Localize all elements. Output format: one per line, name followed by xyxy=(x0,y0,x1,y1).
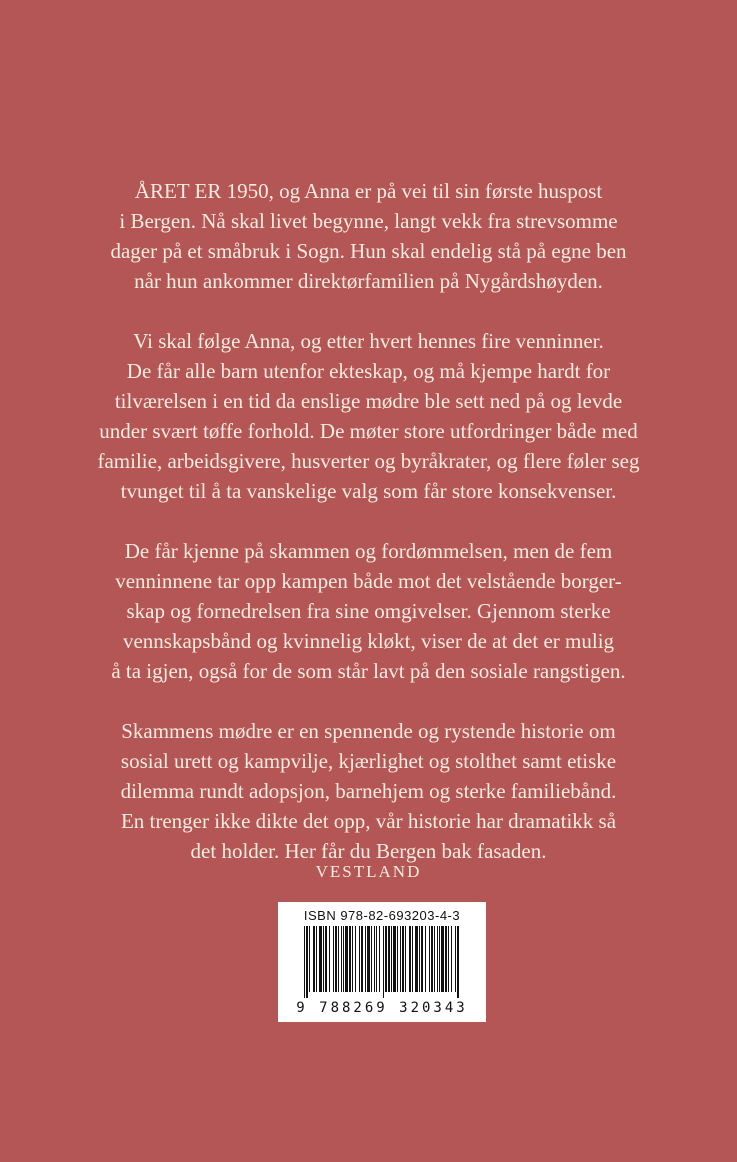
blurb-line: familie, arbeidsgivere, husverter og byråkrater, og flere føler seg xyxy=(97,449,640,473)
barcode-bar xyxy=(425,926,426,992)
barcode-bar xyxy=(343,926,344,992)
blurb-line: i Bergen. Nå skal livet begynne, langt vekk fra strevsomme xyxy=(119,209,618,233)
barcode-bar xyxy=(457,926,459,998)
isbn-barcode xyxy=(278,902,486,1022)
publisher-name: VESTLAND xyxy=(315,862,422,881)
blurb-line: dilemma rundt adopsjon, barnehjem og sterke familiebånd. xyxy=(120,779,617,803)
barcode-bar xyxy=(333,926,334,992)
barcode-bar xyxy=(409,926,411,992)
barcode-bar xyxy=(367,926,370,992)
barcode-bar xyxy=(445,926,447,992)
barcode-bar xyxy=(421,926,423,992)
barcode-bar xyxy=(359,926,360,992)
barcode-bar xyxy=(415,926,418,992)
barcode-bar xyxy=(431,926,433,992)
barcode-bar xyxy=(319,926,322,992)
barcode-bar xyxy=(448,926,449,992)
barcode-bar xyxy=(335,926,337,992)
barcode-bar xyxy=(338,926,339,992)
blurb-paragraph-4 xyxy=(40,716,697,866)
barcode-bar xyxy=(371,926,372,992)
barcode-bar xyxy=(419,926,420,992)
blurb-line: Skammens mødre er en spennende og rystende historie om xyxy=(121,719,616,743)
barcode-bar xyxy=(361,926,363,992)
barcode-bar xyxy=(402,926,404,992)
blurb-line: tvunget til å ta vanskelige valg som får store konsekvenser. xyxy=(120,479,617,503)
blurb-line: å ta igjen, også for de som står lavt på den sosiale rangstigen. xyxy=(111,659,626,683)
barcode-bar xyxy=(365,926,366,992)
blurb-line: venninnene tar opp kampen både mot det velstående borger- xyxy=(115,569,622,593)
barcode-bar xyxy=(412,926,413,992)
blurb-paragraph-2 xyxy=(40,326,697,506)
barcode-bar xyxy=(405,926,406,992)
barcode-bar xyxy=(379,926,380,992)
blurb-paragraph-3 xyxy=(40,536,697,686)
barcode-bar xyxy=(434,926,435,992)
barcode-bar xyxy=(309,926,310,992)
barcode-bar xyxy=(393,926,396,992)
blurb-line: dager på et småbruk i Sogn. Hun skal endelig stå på egne ben xyxy=(110,239,627,263)
barcode-bar xyxy=(323,926,324,992)
barcode-bar xyxy=(341,926,342,992)
barcode-digits: 9 788269 320343 xyxy=(296,1000,468,1016)
barcode-bar xyxy=(313,926,315,992)
barcode-bar xyxy=(345,926,348,992)
barcode-bar xyxy=(400,926,401,992)
blurb-line: De får alle barn utenfor ekteskap, og må kjempe hardt for xyxy=(126,359,611,383)
blurb-line: tilværelsen i en tid da enslige mødre ble sett ned på og levde xyxy=(114,389,623,413)
barcode-bar xyxy=(329,926,330,992)
barcode-bar xyxy=(397,926,398,992)
blurb-line: Vi skal følge Anna, og etter hvert hennes fire venninner. xyxy=(133,329,604,353)
barcode-bar xyxy=(391,926,392,992)
barcode-bar xyxy=(316,926,317,992)
blurb-line: når hun ankommer direktørfamilien på Nygårdshøyden. xyxy=(134,269,603,293)
barcode-bar xyxy=(349,926,351,992)
barcode-bar xyxy=(437,926,438,992)
barcode-bar xyxy=(388,926,390,992)
barcode-bar xyxy=(439,926,440,992)
barcode-bar xyxy=(383,926,384,998)
barcode-bar xyxy=(429,926,430,992)
barcode-bar xyxy=(385,926,387,992)
barcode-bar xyxy=(455,926,456,992)
blurb-line: skap og fornedrelsen fra sine omgivelser. Gjennom sterke xyxy=(126,599,611,623)
barcode-bar xyxy=(304,926,305,998)
back-cover-blurb xyxy=(40,176,697,896)
barcode-bar xyxy=(352,926,353,992)
blurb-line: De får kjenne på skammen og fordømmelsen, men de fem xyxy=(124,539,613,563)
blurb-line: under svært tøffe forhold. De møter store utfordringer både med xyxy=(99,419,638,443)
blurb-line: En trenger ikke dikte det opp, vår historie har dramatikk så xyxy=(120,809,617,833)
barcode-bar xyxy=(355,926,356,992)
blurb-line: vennskapsbånd og kvinnelig kløkt, viser de at det er mulig xyxy=(122,629,615,653)
blurb-line: det holder. Her får du Bergen bak fasaden. xyxy=(190,839,547,863)
barcode-bar xyxy=(374,926,375,992)
barcode-bar xyxy=(325,926,327,992)
barcode-bars xyxy=(304,926,460,998)
barcode-bar xyxy=(451,926,452,992)
blurb-paragraph-1 xyxy=(40,176,697,296)
barcode-bar xyxy=(376,926,377,992)
blurb-line: sosial urett og kampvilje, kjærlighet og stolthet samt etiske xyxy=(120,749,617,773)
barcode-bar xyxy=(441,926,444,992)
isbn-label: ISBN 978-82-693203-4-3 xyxy=(303,908,461,923)
blurb-line: ÅRET ER 1950, og Anna er på vei til sin første huspost xyxy=(134,179,603,203)
barcode-bar xyxy=(306,926,308,998)
